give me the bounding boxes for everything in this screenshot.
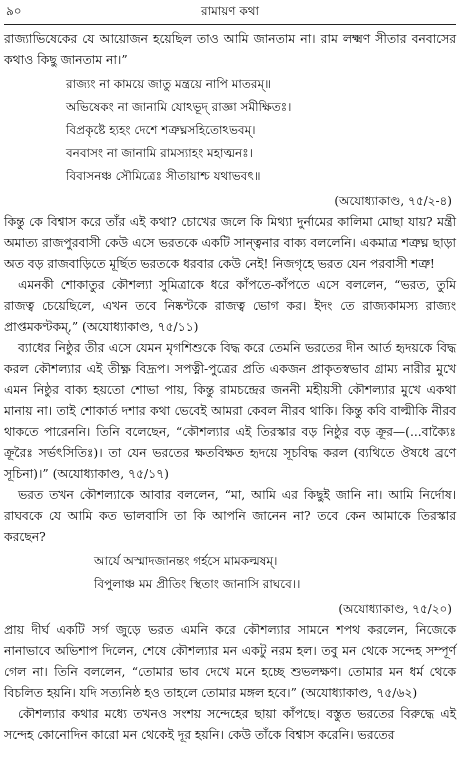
verse-line: বনবাসং না জানামি রামস্যাহং মহাত্মনঃ।	[66, 146, 253, 160]
verse-line: বিবাসনঞ্চ সৌমিত্রেঃ সীতায়াশ্চ যথাভবৎ॥	[66, 169, 261, 183]
running-title: রামায়ণ কথা	[200, 4, 259, 18]
paragraph-2: কিন্তু কে বিশ্বাস করে তাঁর এই কথা? চোখের জলে কি মিথ্যা দুর্নামের কালিমা মোছা যায়? মন্ত্রী অমাত্য রাজপুরবাসী কেউ এসে ভরতকে একটি সান্ত্বনার বাক্য বললেনি। একমাত্র শত্রুঘ্ন ছাড়া অত বড় রাজবাড়িতে মূর্ছিত ভরতকে ধরবার কেউ নেই! নিজগৃহে ভরত যেন পরবাসী শত্রু!	[4, 215, 456, 271]
page-header	[4, 2, 456, 25]
verse-line: বিপুলাঞ্চ মম প্রীতিং স্থিতাং জানাসি রাঘবে।।	[94, 577, 301, 591]
sanskrit-verse-1	[66, 73, 456, 188]
verse-line: আর্যে অস্মাদজানন্তং গর্হসে মামকল্মষম্‌।	[94, 554, 278, 568]
verse-reference-2: (অযোধ্যাকাণ্ড, ৭৫/২০)	[338, 602, 452, 616]
verse-line: রাজ্যং না কাময়ে জাতু মন্ত্রয়ে নাপি মাতরম্‌॥	[66, 77, 271, 91]
verse-reference-1: (অযোধ্যাকাণ্ড, ৭৫/২-৪)	[334, 194, 452, 208]
paragraph-6: প্রায় দীর্ঘ একটি সর্গ জুড়ে ভরত এমনি করে কৌশল্যার সামনে শপথ করলেন, নিজেকে নানাভাবে অভিশাপ দিলেন, শেষে কৌশল্যার মন একটু নরম হল। তবু মন থেকে সন্দেহ সম্পূর্ণ গেল না। তিনি বললেন, “তোমার ভাব দেখে মনে হচ্ছে শুভলক্ষণ। তোমার মন ধর্ম থেকে বিচলিত হয়নি। যদি সত্যনিষ্ঠ হও তাহলে তোমার মঙ্গল হবে।” (অযোধ্যাকাণ্ড, ৭৫/৬২)	[4, 623, 456, 700]
paragraph-1: রাজ্যাভিষেকের যে আয়োজন হয়েছিল তাও আমি জানতাম না। রাম লক্ষ্মণ সীতার বনবাসের কথাও কিছু জানতাম না।”	[4, 32, 456, 67]
page-number: ৯০	[6, 4, 22, 18]
paragraph-4: ব্যাধের নিষ্ঠুর তীর এসে যেমন মৃগশিশুকে বিদ্ধ করে তেমনি ভরতের দীন আর্ত হৃদয়কে বিদ্ধ করল কৌশল্যার এই তীক্ষ্ণ বিদ্রূপ। সপত্নী-পুত্রের প্রতি একজন প্রাকৃতস্বভাব গ্রাম্য নারীর মুখে এমন নিষ্ঠুর বাক্য হয়তো শোভা পায়, কিন্তু রামচন্দ্রের জননী মহীয়সী কৌশল্যার মুখে একথা মানায় না। তাই শোকার্ত দশার কথা ভেবেই আমরা কেবল নীরব থাকি। কিন্তু কবি বাল্মীকি নীরব থাকতে পারেননি। তিনি বলেছেন, “কৌশল্যার এই তিরস্কার বড় নিষ্ঠুর বড় ক্রূর—(...বাক্যৈঃ ক্রূরৈঃ সর্ভৎসিতিঃ)। তা যেন ভরতের ক্ষতবিক্ষত হৃদয়ে সূচবিদ্ধ করল (ব্যথিতে ঔষধে ব্রণে সূচিনা)।” (অযোধ্যাকাণ্ড, ৭৫/১৭)	[4, 341, 456, 481]
paragraph-5: ভরত তখন কৌশল্যাকে আবার বললেন, “মা, আমি এর কিছুই জানি না। আমি নির্দোষ। রাঘবকে যে আমি কত ভালবাসি তা কি আপনি জানেন না? তবে কেন আমাকে তিরস্কার করছেন?	[4, 488, 456, 544]
verse-line: অভিষেকং না জানামি যোঽভূদ্‌ রাজ্ঞা সমীক্ষিতঃ।	[66, 100, 292, 114]
paragraph-3: এমনকী শোকাতুর কৌশল্যা সুমিত্রাকে ধরে কাঁপতে-কাঁপতে এসে বললেন, “ভরত, তুমি রাজত্ব চেয়েছিলে, এখন তবে নিষ্কণ্টকে রাজত্ব ভোগ কর। ইদং তে রাজ্যকামস্য রাজ্যং প্রাপ্তমকণ্টকম্‌,” (অযোধ্যাকাণ্ড, ৭৫/১১)	[4, 278, 456, 334]
sanskrit-verse-2	[94, 550, 456, 596]
verse-line: বিপ্রকৃষ্টে হ্যহং দেশে শত্রুঘ্নসহিতোঽভবম্‌।	[66, 123, 256, 137]
paragraph-7: কৌশল্যার কথার মধ্যে তখনও সংশয় সন্দেহের ছায়া কাঁপছে। বস্তুত ভরতের বিরুদ্ধে এই সন্দেহ কোনোদিন কারো মন থেকেই দূর হয়নি। কেউ তাঁকে বিশ্বাস করেনি। ভরতের	[4, 707, 456, 742]
